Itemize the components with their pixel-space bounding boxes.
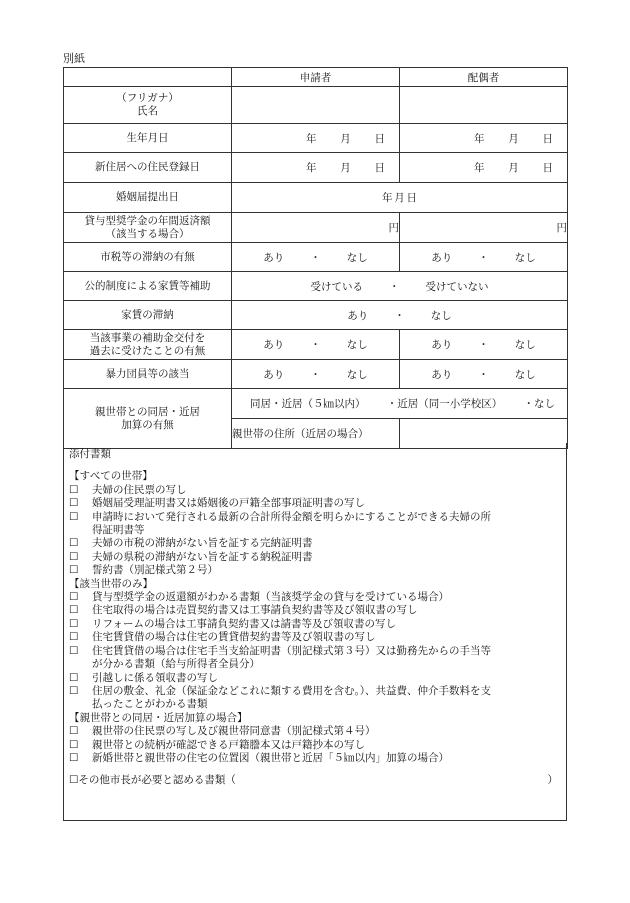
choice-applicant-tax[interactable] — [232, 243, 400, 272]
label-gang-member: 暴力団員等の該当 — [64, 360, 232, 389]
checkbox-icon[interactable]: ☐ — [69, 644, 79, 657]
separator-dot: ・ — [310, 251, 321, 264]
checklist-item[interactable] — [69, 604, 562, 617]
checklist-item[interactable] — [69, 484, 562, 497]
checkbox-icon[interactable]: ☐ — [69, 725, 79, 738]
checklist-item[interactable] — [69, 672, 562, 685]
label-parent-line1: 親世帯との同居・近居 — [95, 405, 200, 418]
option-receiving[interactable]: 受けている — [310, 280, 363, 293]
item-text: 誓約書（別記様式第２号） — [92, 564, 218, 577]
label-past-line2: 過去に受けたことの有無 — [89, 344, 206, 357]
row-birthdate — [64, 124, 568, 153]
field-spouse-loan[interactable] — [400, 213, 568, 243]
option-nashi[interactable]: なし — [514, 368, 536, 381]
label-tax-arrears: 市税等の滞納の有無 — [64, 243, 232, 272]
option-douko[interactable]: 同居・近居（５㎞以内） — [250, 398, 366, 410]
separator-dot: ・ — [310, 368, 321, 381]
separator-dot: ・ — [478, 368, 489, 381]
label-marriage-date: 婚姻届提出日 — [64, 183, 232, 213]
other-documents-label: ☐その他市長が必要と認める書類（ — [69, 774, 236, 787]
label-name — [64, 87, 232, 124]
checkbox-icon[interactable]: ☐ — [69, 751, 79, 764]
option-ari[interactable]: あり — [263, 251, 285, 264]
label-loan-line2: （該当する場合） — [105, 227, 190, 240]
field-applicant-name[interactable] — [232, 87, 400, 124]
option-nashi[interactable]: なし — [514, 339, 536, 351]
unit-year: 年 — [306, 132, 317, 145]
unit-year: 年 — [306, 162, 317, 174]
attachments-section — [63, 443, 567, 821]
choice-spouse-gang[interactable] — [400, 360, 568, 389]
row-past-subsidy — [64, 330, 568, 360]
application-form-table — [63, 67, 568, 449]
item-text: 夫婦の市税の滞納がない旨を証する完納証明書 — [92, 537, 313, 550]
checkbox-icon[interactable]: ☐ — [69, 604, 79, 617]
row-rent-arrears — [64, 301, 568, 330]
unit-day: 日 — [542, 132, 553, 145]
row-name — [64, 87, 568, 124]
label-loan-line1: 貸与型奨学金の年間返済額 — [84, 214, 211, 227]
checklist-item[interactable] — [69, 618, 562, 631]
option-ari[interactable]: あり — [263, 339, 285, 351]
unit-year: 年 — [382, 192, 393, 204]
field-marriage-date[interactable] — [232, 183, 568, 213]
other-documents-line[interactable] — [69, 774, 562, 787]
checklist-item[interactable] — [69, 591, 562, 604]
section-heading: 【親世帯との同居・近居加算の場合】 — [69, 711, 248, 724]
option-ari[interactable]: あり — [431, 251, 453, 264]
header-blank — [64, 68, 232, 87]
unit-yen: 円 — [388, 222, 399, 234]
option-none[interactable]: ・なし — [523, 398, 555, 410]
label-parent-line2: 加算の有無 — [121, 418, 174, 431]
option-nashi[interactable]: なし — [346, 368, 368, 381]
checklist-item[interactable] — [69, 725, 562, 738]
separator-dot: ・ — [310, 339, 321, 351]
label-parent-cohabitation — [64, 389, 232, 449]
field-spouse-name[interactable] — [400, 87, 568, 124]
label-past-line1: 当該事業の補助金交付を — [89, 331, 206, 344]
attachments-title: 添付書類 — [69, 448, 111, 460]
unit-yen: 円 — [556, 222, 567, 234]
row-parent-cohabitation — [64, 389, 568, 419]
checklist-item[interactable] — [69, 537, 562, 550]
field-applicant-birthdate[interactable] — [232, 124, 400, 153]
header-spouse: 配偶者 — [400, 68, 568, 87]
checkbox-icon[interactable]: ☐ — [69, 684, 79, 697]
label-public-aid: 公的制度による家賃等補助 — [64, 272, 232, 301]
item-text: 新婚世帯と親世帯の住宅の位置図（親世帯と近居「５㎞以内」加算の場合） — [92, 751, 449, 764]
checklist-item[interactable] — [69, 739, 562, 752]
unit-day: 日 — [542, 162, 553, 174]
choice-applicant-gang[interactable] — [232, 360, 400, 389]
field-spouse-birthdate[interactable] — [400, 124, 568, 153]
option-nashi[interactable]: なし — [346, 251, 368, 264]
option-ari[interactable]: あり — [347, 309, 369, 322]
field-spouse-residence-date[interactable] — [400, 153, 568, 183]
section-parent-cohabitation — [69, 712, 562, 766]
item-text: 引越しに係る領収書の写し — [92, 671, 218, 684]
checkbox-icon[interactable]: ☐ — [69, 497, 79, 510]
other-documents-close: ） — [547, 774, 558, 787]
checklist-item[interactable] — [69, 645, 562, 672]
checkbox-icon[interactable]: ☐ — [69, 631, 79, 644]
document-label: 別紙 — [63, 52, 85, 65]
field-applicant-residence-date[interactable] — [232, 153, 400, 183]
item-text: 親世帯との続柄が確認できる戸籍謄本又は戸籍抄本の写し — [92, 738, 365, 751]
checklist-item[interactable] — [69, 685, 562, 712]
checklist-item[interactable] — [69, 752, 562, 765]
checklist-item[interactable] — [69, 551, 562, 564]
section-all-households — [69, 470, 562, 577]
checkbox-icon[interactable]: ☐ — [69, 738, 79, 751]
option-ari[interactable]: あり — [431, 368, 453, 381]
field-applicant-loan[interactable] — [232, 213, 400, 243]
row-gang-member — [64, 360, 568, 389]
unit-year: 年 — [474, 132, 485, 145]
item-text: 婚姻届受理証明書又は婚姻後の戸籍全部事項証明書の写し — [92, 497, 365, 510]
row-residence-date — [64, 153, 568, 183]
unit-day: 日 — [406, 192, 417, 204]
item-text: 親世帯の住民票の写し及び親世帯同意書（別記様式第４号） — [92, 725, 376, 738]
unit-month: 月 — [508, 162, 519, 174]
item-text: 住宅賃貸借の場合は住宅の賃貸借契約書等及び領収書の写し — [92, 631, 376, 644]
separator-dot: ・ — [478, 339, 489, 351]
header-applicant: 申請者 — [232, 68, 400, 87]
unit-month: 月 — [394, 192, 405, 204]
item-text: 申請時において発行される最新の合計所得金額を明らかにすることができる夫婦の所 得証明書等 — [92, 510, 491, 537]
label-birthdate: 生年月日 — [64, 124, 232, 153]
checklist-item[interactable] — [69, 564, 562, 577]
label-loan-repayment — [64, 213, 232, 243]
checklist-item[interactable] — [69, 497, 562, 510]
row-loan-repayment — [64, 213, 568, 243]
item-text: リフォームの場合は工事請負契約書又は請書等及び領収書の写し — [92, 617, 396, 630]
option-nashi[interactable]: なし — [346, 339, 368, 351]
section-heading: 【該当世帯のみ】 — [69, 577, 153, 590]
unit-month: 月 — [340, 132, 351, 145]
unit-month: 月 — [508, 132, 519, 145]
checkbox-icon[interactable]: ☐ — [69, 483, 79, 496]
label-rent-arrears: 家賃の滞納 — [64, 301, 232, 330]
item-text: 夫婦の住民票の写し — [92, 483, 187, 496]
choice-spouse-past[interactable] — [400, 330, 568, 360]
unit-year: 年 — [474, 162, 485, 174]
checklist-item[interactable] — [69, 511, 562, 538]
checkbox-icon[interactable]: ☐ — [69, 591, 79, 604]
separator-dot: ・ — [394, 309, 405, 322]
checkbox-icon[interactable]: ☐ — [69, 564, 79, 577]
option-nashi[interactable]: なし — [430, 309, 452, 322]
item-text: 住居の敷金、礼金（保証金などこれに類する費用を含む。）、共益費、仲介手数料を支 払ったことがわかる書類 — [92, 684, 491, 711]
choice-rent-arrears[interactable] — [232, 301, 568, 330]
separator-dot: ・ — [478, 251, 489, 264]
item-text: 住宅賃貸借の場合は住宅手当支給証明書（別記様式第３号）又は勤務先からの手当等 が分かる書類（給与所得者全員分） — [92, 644, 491, 671]
label-parent-address: 親世帯の住所（近居の場合） — [232, 419, 400, 449]
item-text: 貸与型奨学金の返還額がわかる書類（当該奨学金の貸与を受けている場合） — [92, 591, 449, 604]
section-heading: 【すべての世帯】 — [69, 470, 153, 483]
row-tax-arrears — [64, 243, 568, 272]
label-residence-date: 新住居への住民登録日 — [64, 153, 232, 183]
section-applicable-households — [69, 578, 562, 712]
option-nashi[interactable]: なし — [514, 251, 536, 264]
option-ari[interactable]: あり — [263, 368, 285, 381]
checkbox-icon[interactable]: ☐ — [69, 671, 79, 684]
choice-spouse-tax[interactable] — [400, 243, 568, 272]
checklist-item[interactable] — [69, 631, 562, 644]
row-public-aid — [64, 272, 568, 301]
checkbox-icon[interactable]: ☐ — [69, 550, 79, 563]
checkbox-icon[interactable]: ☐ — [69, 617, 79, 630]
item-text: 住宅取得の場合は売買契約書又は工事請負契約書等及び領収書の写し — [92, 604, 418, 617]
option-ari[interactable]: あり — [431, 339, 453, 351]
checkbox-icon[interactable]: ☐ — [69, 537, 79, 550]
label-past-subsidy — [64, 330, 232, 360]
row-marriage-date — [64, 183, 568, 213]
header-row — [64, 68, 568, 87]
label-furigana: （フリガナ） — [116, 92, 179, 104]
option-kinkyo[interactable]: ・近居（同一小学校区） — [386, 398, 503, 410]
item-text: 夫婦の県税の滞納がない旨を証する納税証明書 — [92, 550, 313, 563]
unit-month: 月 — [340, 162, 351, 174]
label-name-text: 氏名 — [137, 105, 158, 117]
unit-day: 日 — [374, 162, 385, 174]
choice-parent-cohabitation[interactable] — [232, 389, 568, 419]
unit-day: 日 — [374, 132, 385, 145]
option-not-receiving[interactable]: 受けていない — [425, 280, 489, 293]
separator-dot: ・ — [389, 280, 400, 293]
checkbox-icon[interactable]: ☐ — [69, 510, 79, 523]
choice-public-aid[interactable] — [232, 272, 568, 301]
choice-applicant-past[interactable] — [232, 330, 400, 360]
